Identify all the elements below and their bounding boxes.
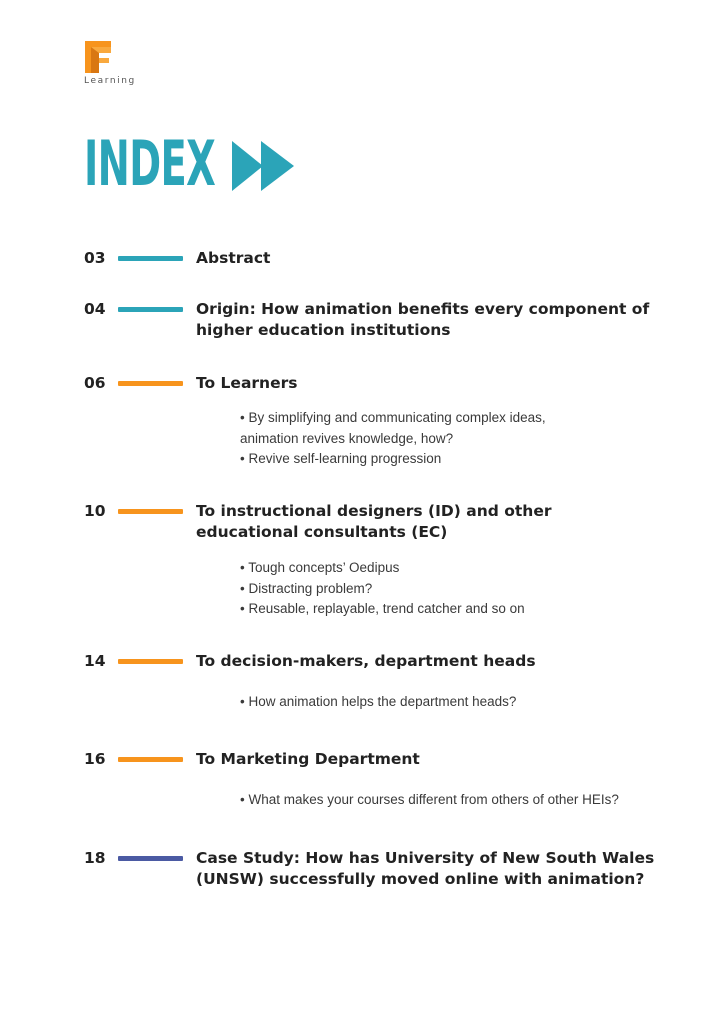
entry-bar xyxy=(118,307,183,312)
page-number: 10 xyxy=(84,502,106,520)
page-number: 03 xyxy=(84,249,106,267)
entry-heading: Origin: How animation benefits every component of higher education institutions xyxy=(196,300,650,339)
entry-bar xyxy=(118,509,183,514)
entry-heading: To decision-makers, department heads xyxy=(196,652,536,670)
subtopic-list xyxy=(240,692,670,713)
subtopic-item: • Distracting problem? xyxy=(240,580,373,596)
entry-heading: Case Study: How has University of New South Wales (UNSW) successfully moved online with animation? xyxy=(196,849,655,888)
entry-bar xyxy=(118,757,183,762)
entry-heading: To instructional designers (ID) and other educational consultants (EC) xyxy=(196,502,552,541)
entry-bar xyxy=(118,381,183,386)
entry-bar xyxy=(118,659,183,664)
page-number: 04 xyxy=(84,300,106,318)
page-number: 18 xyxy=(84,849,106,867)
subtopic-item: • By simplifying and communicating complex ideas, xyxy=(240,410,546,425)
subtopic-list xyxy=(240,408,670,470)
subtopic-item: animation revives knowledge, how? xyxy=(240,430,454,446)
entry-heading: To Marketing Department xyxy=(196,750,420,768)
fast-forward-icon xyxy=(232,141,294,191)
subtopic-item: • What makes your courses different from others of other HEIs? xyxy=(240,792,619,807)
logo-text: Learning xyxy=(84,76,136,86)
subtopic-item: • Tough concepts’ Oedipus xyxy=(240,560,400,575)
page-title: INDEX xyxy=(84,127,216,200)
logo-mark-icon xyxy=(85,41,111,73)
page-number: 06 xyxy=(84,374,106,392)
entry-bar xyxy=(118,856,183,861)
subtopic-item: • How animation helps the department heads? xyxy=(240,694,517,709)
entry-bar xyxy=(118,256,183,261)
subtopic-list xyxy=(240,790,670,811)
page-number: 16 xyxy=(84,750,106,768)
subtopic-item: • Reusable, replayable, trend catcher and so on xyxy=(240,601,525,616)
entry-heading: To Learners xyxy=(196,374,298,392)
subtopic-item: • Revive self-learning progression xyxy=(240,451,442,466)
page-number: 14 xyxy=(84,652,106,670)
brand-logo xyxy=(84,41,144,91)
subtopic-list xyxy=(240,558,670,620)
entry-heading: Abstract xyxy=(196,249,271,267)
